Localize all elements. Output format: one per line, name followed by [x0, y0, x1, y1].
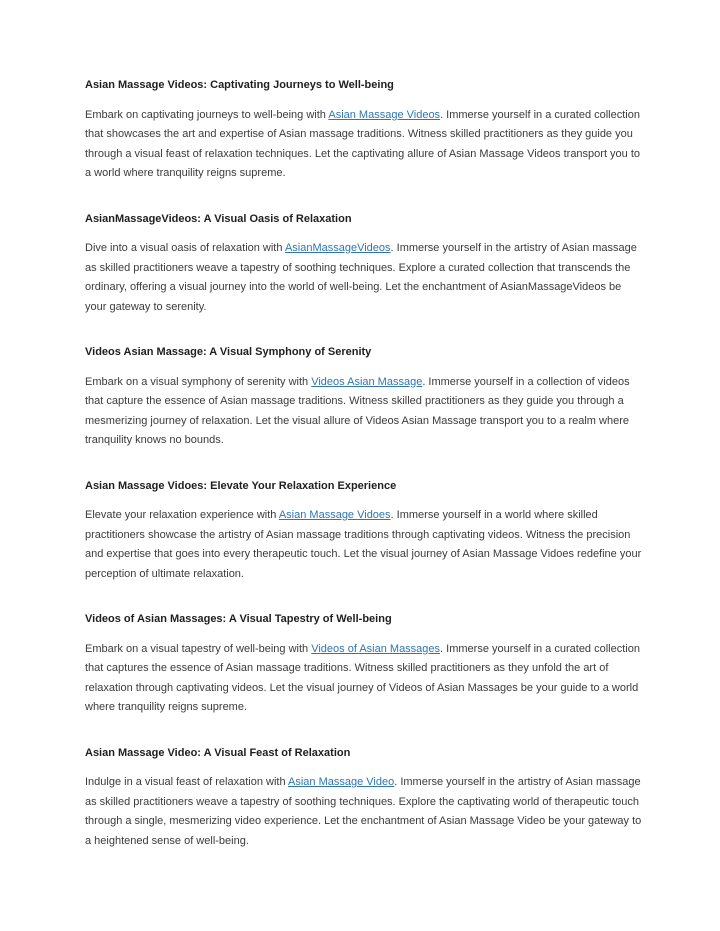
article-section-1 — [85, 76, 642, 184]
section-heading: Asian Massage Videos: Captivating Journeys to Well-being — [85, 79, 394, 91]
section-heading: Asian Massage Video: A Visual Feast of Relaxation — [85, 746, 351, 759]
paragraph-rest: . Immerse yourself in a curated collection that showcases the art and expertise of Asian massage traditions. Witness skilled practitioners as they guide you through a visual feast of relaxation techniques. Let the captivating allure of Asian Massage Videos transport you to a world where tranquility reigns supreme. — [85, 108, 641, 179]
paragraph-rest: . Immerse yourself in a world where skilled practitioners showcase the artistry of Asian massage traditions through captivating videos. Witness the precision and expertise that goes into every therapeutic touch. Let the visual journey of Asian Massage Vidoes redefine your perception of ultimate relaxation. — [85, 509, 642, 580]
section-heading: Videos Asian Massage: A Visual Symphony of Serenity — [85, 346, 372, 358]
article-section-6 — [85, 744, 642, 852]
section-paragraph — [85, 373, 642, 451]
article-section-2 — [85, 210, 642, 318]
paragraph-intro: Embark on a visual tapestry of well-being with — [85, 642, 312, 655]
hyperlink[interactable]: Asian Massage Vidoes — [278, 509, 391, 521]
paragraph-rest: . Immerse yourself in a collection of videos that capture the essence of Asian massage traditions. Witness skilled practitioners as they guide you through a mesmerizing journey of relaxation. Let the visual allure of Videos Asian Massage transport you to a realm where tranquility knows no bounds. — [85, 375, 630, 446]
paragraph-rest: . Immerse yourself in the artistry of Asian massage as skilled practitioners weave a tapestry of soothing techniques. Explore a curated collection that transcends the ordinary, offering a visual journey into the world of well-being. Let the enchantment of AsianMassageVideos be your gateway to serenity. — [85, 242, 637, 313]
hyperlink[interactable]: Asian Massage Video — [288, 776, 395, 788]
paragraph-intro: Elevate your relaxation experience with — [85, 509, 279, 521]
paragraph-rest: . Immerse yourself in a curated collection that captures the essence of Asian massage traditions. Witness skilled practitioners as they unfold the art of relaxation through captivating videos. Let the visual journey of Videos of Asian Massages be your guide to a world where tranquility reigns supreme. — [85, 642, 640, 713]
section-paragraph — [85, 506, 642, 584]
section-paragraph — [85, 106, 642, 184]
section-paragraph — [85, 239, 642, 317]
section-paragraph — [85, 640, 642, 718]
section-paragraph — [85, 773, 642, 851]
article-section-5 — [85, 610, 642, 718]
article-section-3 — [85, 343, 642, 451]
hyperlink[interactable]: Videos of Asian Massages — [311, 642, 441, 655]
section-heading: Videos of Asian Massages: A Visual Tapestry of Well-being — [85, 613, 392, 625]
hyperlink[interactable]: AsianMassageVideos — [284, 242, 391, 254]
hyperlink[interactable]: Videos Asian Massage — [311, 375, 423, 388]
section-heading: Asian Massage Vidoes: Elevate Your Relaxation Experience — [85, 479, 397, 492]
hyperlink[interactable]: Asian Massage Videos — [328, 108, 441, 121]
paragraph-intro: Indulge in a visual feast of relaxation with — [85, 776, 289, 788]
paragraph-intro: Embark on captivating journeys to well-being with — [85, 108, 329, 121]
paragraph-intro: Dive into a visual oasis of relaxation with — [85, 242, 285, 254]
paragraph-rest: . Immerse yourself in the artistry of Asian massage as skilled practitioners weave a tapestry of soothing techniques. Explore the captivating world of therapeutic touch through a single, mesmerizing video experience. Let the enchantment of Asian Massage Video be your gateway to a heightened sense of well-being. — [85, 776, 642, 847]
article-section-4 — [85, 477, 642, 585]
section-heading: AsianMassageVideos: A Visual Oasis of Relaxation — [85, 212, 352, 225]
paragraph-intro: Embark on a visual symphony of serenity with — [85, 375, 312, 388]
